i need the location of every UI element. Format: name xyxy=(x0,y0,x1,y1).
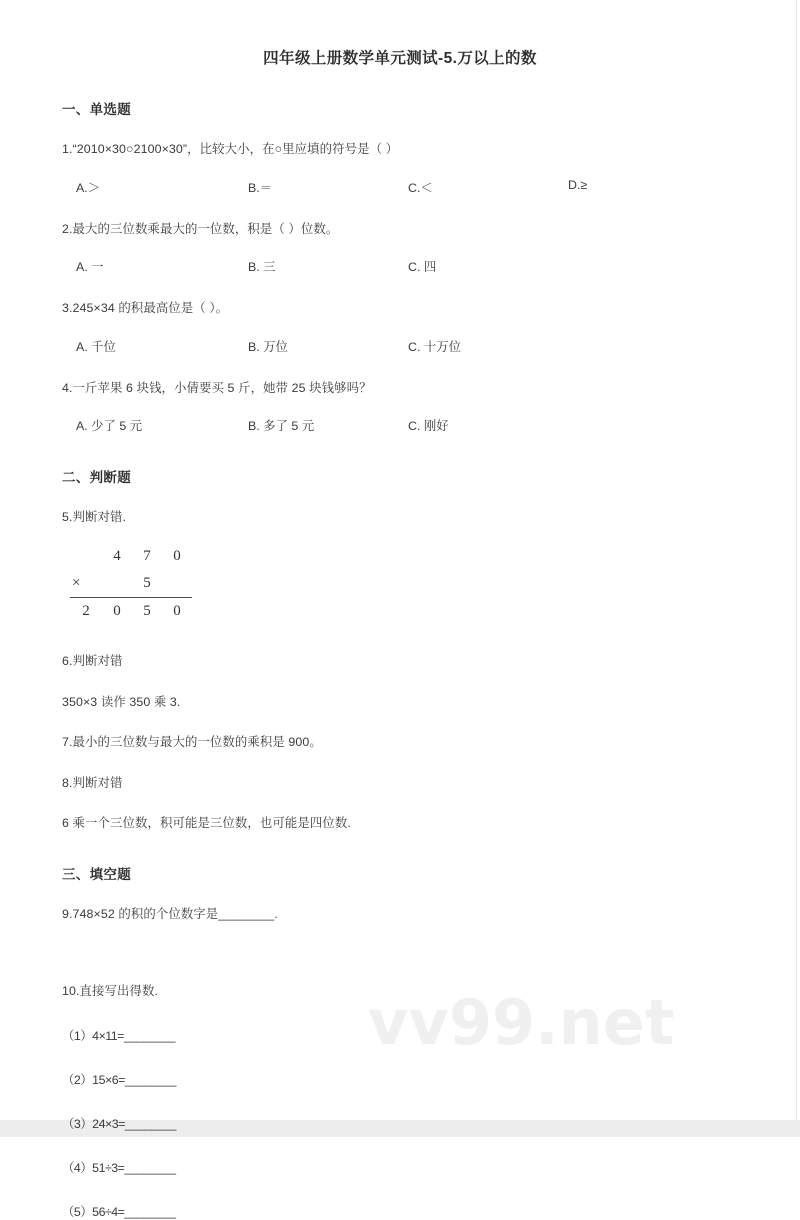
section-heading-fill-blank: 三、填空题 xyxy=(62,867,131,883)
question-1-option-a[interactable]: A.＞ xyxy=(76,180,101,195)
multiplication-operator: × xyxy=(70,570,102,598)
question-6-statement: 350×3 读作 350 乘 3. xyxy=(62,694,181,709)
watermark-text: vv99.net xyxy=(368,986,675,1059)
question-2-option-c[interactable]: C. 四 xyxy=(408,260,437,275)
question-3-option-c[interactable]: C. 十万位 xyxy=(408,339,462,354)
question-3-text: 3.245×34 的积最高位是（ ）。 xyxy=(62,301,229,316)
question-1-option-c[interactable]: C.＜ xyxy=(408,180,433,195)
question-10-item-5[interactable]: （5）56÷4=________ xyxy=(62,1205,176,1220)
question-8-text: 8.判断对错 xyxy=(62,775,123,790)
question-10-item-2[interactable]: （2）15×6=________ xyxy=(62,1073,176,1088)
question-2-text: 2.最大的三位数乘最大的一位数，积是（ ）位数。 xyxy=(62,221,339,236)
question-2-options xyxy=(62,257,738,277)
question-4-options xyxy=(62,416,738,436)
question-1-option-b[interactable]: B.＝ xyxy=(248,180,273,195)
question-1-options xyxy=(62,178,738,198)
question-5-vertical-multiplication xyxy=(70,543,192,625)
question-4-text: 4.一斤苹果 6 块钱，小倩要买 5 斤，她带 25 块钱够吗？ xyxy=(62,380,372,395)
question-9-text: 9.748×52 的积的个位数字是________. xyxy=(62,907,278,922)
page-title: 四年级上册数学单元测试-5.万以上的数 xyxy=(263,50,537,67)
question-8-statement: 6 乘一个三位数，积可能是三位数，也可能是四位数. xyxy=(62,816,351,831)
question-6-text: 6.判断对错 xyxy=(62,654,123,669)
question-5-text: 5.判断对错. xyxy=(62,510,127,525)
question-1-option-d[interactable]: D.≥ xyxy=(568,177,588,192)
multiplier-digit: 5 xyxy=(132,570,162,598)
section-heading-true-false: 二、判断题 xyxy=(62,470,131,486)
multiplicand-spacer xyxy=(70,543,102,570)
product-digit-3: 5 xyxy=(143,603,151,620)
question-3-options xyxy=(62,337,738,357)
product-digit-4: 0 xyxy=(173,603,181,620)
question-3-option-b[interactable]: B. 万位 xyxy=(248,339,288,354)
question-10-item-4[interactable]: （4）51÷3=________ xyxy=(62,1161,176,1176)
question-10-sub-items xyxy=(62,1026,738,1220)
question-4-option-a[interactable]: A. 少了 5 元 xyxy=(76,419,143,434)
product-digit-1: 2 xyxy=(82,603,90,620)
product-row xyxy=(70,598,192,626)
question-1-text: 1.“2010×30○2100×30”，比较大小，在○里应填的符号是（ ） xyxy=(62,142,399,156)
product-digit-2: 0 xyxy=(113,603,121,620)
multiplicand-row xyxy=(70,543,192,570)
question-3-option-a[interactable]: A. 千位 xyxy=(76,339,116,354)
spacer xyxy=(62,924,738,960)
multiplier-trailing-spacer xyxy=(162,570,192,598)
multiplicand-digit-1: 4 xyxy=(113,548,121,565)
question-4-option-b[interactable]: B. 多了 5 元 xyxy=(248,419,315,434)
question-4-option-c[interactable]: C. 刚好 xyxy=(408,419,449,434)
question-10-text: 10.直接写出得数. xyxy=(62,983,159,998)
multiplicand-digit-2: 7 xyxy=(143,548,151,565)
multiplier-row xyxy=(70,570,192,598)
question-2-option-a[interactable]: A. 一 xyxy=(76,260,104,275)
question-10-item-1[interactable]: （1）4×11=________ xyxy=(62,1029,176,1044)
question-7-text: 7.最小的三位数与最大的一位数的乘积是 900。 xyxy=(62,735,322,750)
question-2-option-b[interactable]: B. 三 xyxy=(248,260,276,275)
section-heading-single-choice: 一、单选题 xyxy=(62,102,131,117)
question-10-item-3[interactable]: （3）24×3=________ xyxy=(62,1117,176,1132)
multiplicand-digit-3: 0 xyxy=(173,548,181,565)
multiplier-spacer xyxy=(102,570,132,598)
